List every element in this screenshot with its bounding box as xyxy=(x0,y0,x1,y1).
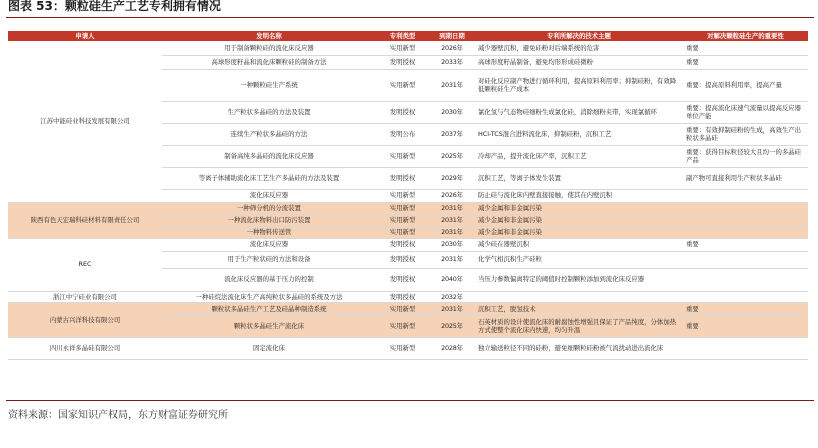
type-cell: 发明授权 xyxy=(376,101,429,123)
invention-cell: 一种颗粒硅生产系统 xyxy=(162,69,376,101)
invention-cell: 连续生产粒状多晶硅的方法 xyxy=(162,123,376,145)
topic-cell: 高球形度籽晶制备，避免均形形成硅微粉 xyxy=(475,55,683,69)
header-applicant: 申请人 xyxy=(8,31,162,41)
importance-cell: 重要 xyxy=(683,41,808,55)
type-cell: 实用新型 xyxy=(376,189,429,202)
importance-cell: 重要 xyxy=(683,238,808,251)
importance-cell xyxy=(683,214,808,226)
type-cell: 发明授权 xyxy=(376,251,429,268)
invention-cell: 一种物料传送管 xyxy=(162,226,376,238)
applicant-cell: 浙江中宁硅业有限公司 xyxy=(8,291,162,302)
applicant-cell: 陕西有色天宏瑞科硅材料有限责任公司 xyxy=(8,202,162,238)
topic-cell: 减少金属和非金属污染 xyxy=(475,214,683,226)
date-cell: 2028年 xyxy=(429,337,475,359)
invention-cell: 颗粒状多晶硅生产流化床 xyxy=(162,315,376,337)
topic-cell: 减少器壁沉积，避免硅粉对后端系统的危害 xyxy=(475,41,683,55)
type-cell: 发明公布 xyxy=(376,123,429,145)
patent-table xyxy=(8,31,808,360)
invention-cell: 高球形度籽晶和流化床颗粒硅的制备方法 xyxy=(162,55,376,69)
type-cell: 实用新型 xyxy=(376,69,429,101)
date-cell: 2031年 xyxy=(429,251,475,268)
title-divider xyxy=(6,17,814,18)
invention-cell: 固定流化床 xyxy=(162,337,376,359)
date-cell: 2031年 xyxy=(429,202,475,214)
date-cell: 2030年 xyxy=(429,101,475,123)
topic-cell: 氯化氢与气态物硅细粉生成氯化硅，消除细粉夹带，实现氯循环 xyxy=(475,101,683,123)
invention-cell: 用于生产粒状硅的方法和设备 xyxy=(162,251,376,268)
type-cell: 实用新型 xyxy=(376,41,429,55)
importance-cell: 重要：提高原料利用率，提高产量 xyxy=(683,69,808,101)
date-cell: 2031年 xyxy=(429,302,475,315)
topic-cell: 独立输送粒径不同的硅粉，避免细颗粒硅粉被气流扰动进出流化床 xyxy=(475,337,683,359)
applicant-cell: 内蒙古兴洋科技有限公司 xyxy=(8,302,162,337)
importance-cell: 重要：提高流化床速气流量以提高反应器单位产能 xyxy=(683,101,808,123)
header-technical-topic: 专利所解决的技术主题 xyxy=(475,31,683,41)
header-importance: 对解决颗粒硅生产的重要性 xyxy=(683,31,808,41)
topic-cell: 当压力参数偏离特定的阈值时控制颗粒添加到流化床反应器 xyxy=(475,268,683,291)
topic-cell: 防止硅与流化床内壁直接接触，使其在内壁沉积 xyxy=(475,189,683,202)
footer-divider xyxy=(6,400,814,401)
date-cell: 2033年 xyxy=(429,55,475,69)
importance-cell: 重要 xyxy=(683,55,808,69)
type-cell: 实用新型 xyxy=(376,226,429,238)
table-row xyxy=(8,41,808,55)
applicant-cell: 江苏中能硅业科技发展有限公司 xyxy=(8,41,162,202)
header-patent-type: 专利类型 xyxy=(376,31,429,41)
invention-cell: 流化床反应器 xyxy=(162,238,376,251)
topic-cell: 沉积工艺，等离子体发生装置 xyxy=(475,167,683,189)
importance-cell xyxy=(683,226,808,238)
topic-cell: HCl-TCS混合进料流化床，抑制硅粉，沉积工艺 xyxy=(475,123,683,145)
table-row xyxy=(8,291,808,302)
header-expiry-date: 到期日期 xyxy=(429,31,475,41)
table-row xyxy=(8,302,808,315)
type-cell: 实用新型 xyxy=(376,214,429,226)
date-cell: 2032年 xyxy=(429,291,475,302)
topic-cell: 减少金属和非金属污染 xyxy=(475,202,683,214)
applicant-cell: 四川永祥多晶硅有限公司 xyxy=(8,337,162,359)
type-cell: 发明授权 xyxy=(376,167,429,189)
type-cell: 发明授权 xyxy=(376,238,429,251)
invention-cell: 流化床反应器 xyxy=(162,189,376,202)
importance-cell xyxy=(683,251,808,268)
table-row xyxy=(8,337,808,359)
topic-cell xyxy=(475,291,683,302)
date-cell: 2025年 xyxy=(429,145,475,167)
date-cell: 2029年 xyxy=(429,167,475,189)
topic-cell: 减少金属和非金属污染 xyxy=(475,226,683,238)
invention-cell: 一种硅烷法流化床生产高纯粒状多晶硅的系统及方法 xyxy=(162,291,376,302)
importance-cell: 副产物可直接利用生产粒状多晶硅 xyxy=(683,167,808,189)
invention-cell: 用于制备颗粒硅的流化床反应器 xyxy=(162,41,376,55)
table-header-row xyxy=(8,31,808,41)
date-cell: 2026年 xyxy=(429,189,475,202)
type-cell: 发明授权 xyxy=(376,291,429,302)
date-cell: 2025年 xyxy=(429,315,475,337)
importance-cell: 重要：获得目标粒径较大且均一的多晶硅产品 xyxy=(683,145,808,167)
invention-cell: 流化床反应器的基于压力的控制 xyxy=(162,268,376,291)
source-note: 资料来源：国家知识产权局，东方财富证券研究所 xyxy=(8,410,228,421)
date-cell: 2031年 xyxy=(429,226,475,238)
importance-cell xyxy=(683,337,808,359)
date-cell: 2026年 xyxy=(429,41,475,55)
applicant-cell: REC xyxy=(8,238,162,291)
table-row xyxy=(8,238,808,251)
invention-cell: 等离子体辅助流化床工艺生产多晶硅的方法及装置 xyxy=(162,167,376,189)
invention-cell: 制备高纯多晶硅的流化床反应器 xyxy=(162,145,376,167)
type-cell: 发明授权 xyxy=(376,268,429,291)
figure-title: 图表 53：颗粒硅生产工艺专利拥有情况 xyxy=(8,0,221,13)
date-cell: 2037年 xyxy=(429,123,475,145)
invention-cell: 颗粒状多晶硅生产工艺及硅晶种制造系统 xyxy=(162,302,376,315)
topic-cell: 石英材质的设计使流化床的耐腐蚀性增强且保证了产品纯度，分体加热方式使整个流化床内快速，均匀升温 xyxy=(475,315,683,337)
header-invention-name: 发明名称 xyxy=(162,31,376,41)
type-cell: 实用新型 xyxy=(376,145,429,167)
topic-cell: 沉积工艺，脱氢技术 xyxy=(475,302,683,315)
topic-cell: 化学气相沉积生产硅粒 xyxy=(475,251,683,268)
importance-cell xyxy=(683,268,808,291)
importance-cell xyxy=(683,291,808,302)
type-cell: 发明授权 xyxy=(376,55,429,69)
invention-cell: 生产粒状多晶硅的方法及装置 xyxy=(162,101,376,123)
type-cell: 实用新型 xyxy=(376,315,429,337)
importance-cell: 重要 xyxy=(683,315,808,337)
importance-cell: 重要 xyxy=(683,302,808,315)
topic-cell: 减少硅在器壁沉积 xyxy=(475,238,683,251)
importance-cell: 重要：有效抑制硅粉的生成，高效生产出粒状多晶硅 xyxy=(683,123,808,145)
invention-cell: 一种流化床物料出口防污装置 xyxy=(162,214,376,226)
type-cell: 实用新型 xyxy=(376,202,429,214)
invention-cell: 一种筛分机的分流装置 xyxy=(162,202,376,214)
importance-cell xyxy=(683,202,808,214)
date-cell: 2031年 xyxy=(429,69,475,101)
importance-cell xyxy=(683,189,808,202)
type-cell: 实用新型 xyxy=(376,337,429,359)
topic-cell: 冷却产品，提升流化床产率，沉积工艺 xyxy=(475,145,683,167)
date-cell: 2040年 xyxy=(429,268,475,291)
date-cell: 2030年 xyxy=(429,238,475,251)
table-row xyxy=(8,202,808,214)
type-cell: 实用新型 xyxy=(376,302,429,315)
topic-cell: 对硅化反应副产物进行循环利用，提高原料利用率；抑制硅粉，有效降低颗粒硅生产成本 xyxy=(475,69,683,101)
date-cell: 2031年 xyxy=(429,214,475,226)
